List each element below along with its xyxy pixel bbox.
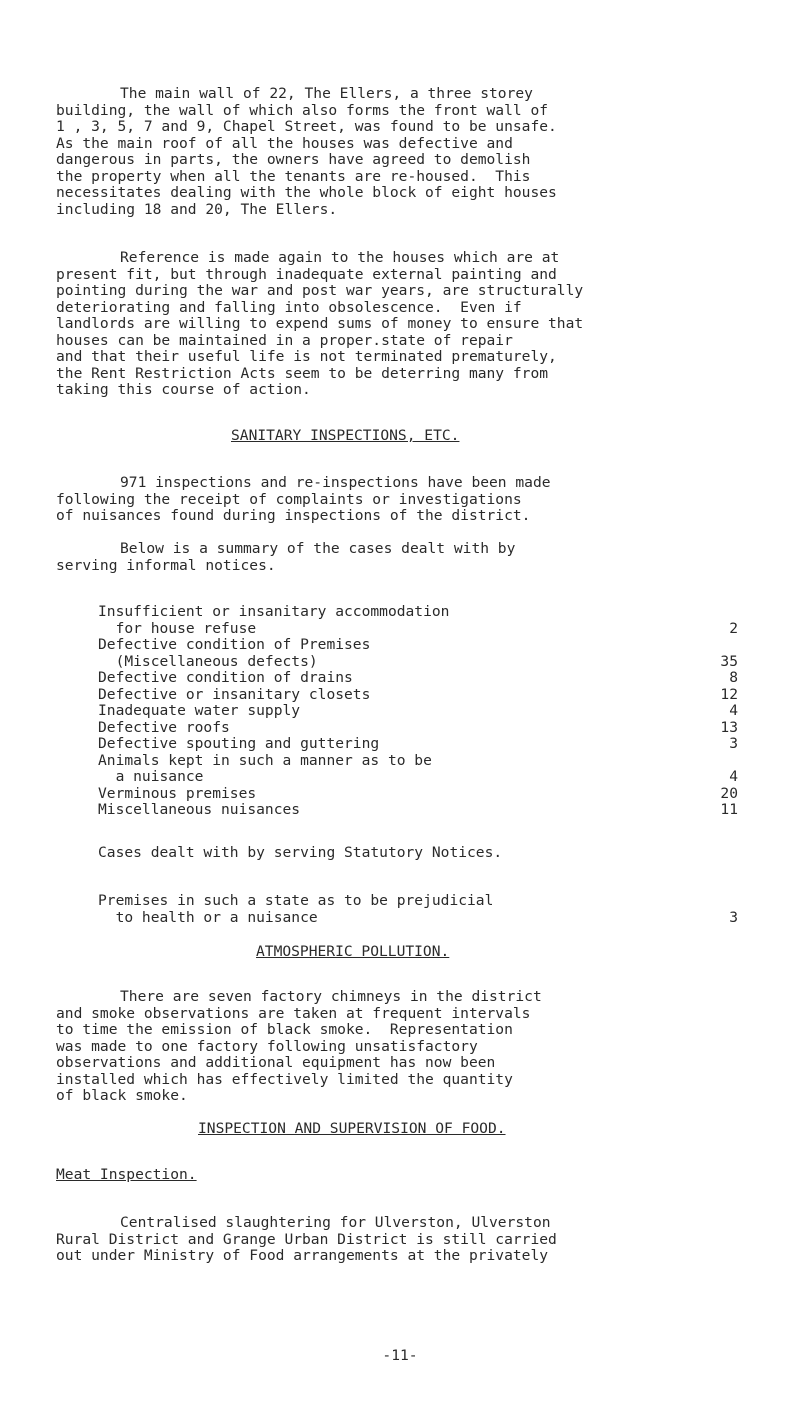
text-line: observations and additional equipment has now been — [56, 1054, 496, 1071]
item-label: for house refuse — [98, 619, 257, 637]
text-line: dangerous in parts, the owners have agreed to demolish — [56, 151, 531, 168]
item-label: Defective roofs — [98, 718, 230, 736]
text-line: following the receipt of complaints or investigations — [56, 490, 522, 508]
list-item — [98, 802, 738, 819]
item-label: Premises in such a state as to be prejudicial — [98, 892, 494, 909]
text-line: deteriorating and falling into obsolescence. Even if — [56, 298, 522, 316]
text-line: installed which has effectively limited the quantity — [56, 1070, 513, 1088]
item-count: 4 — [729, 768, 738, 785]
item-count: 20 — [720, 784, 738, 802]
list-item — [98, 720, 738, 737]
statutory-notices-heading — [98, 845, 800, 862]
text-line: landlords are willing to expend sums of money to ensure that — [56, 315, 584, 332]
list-item — [98, 736, 738, 753]
text-line: including 18 and 20, The Ellers. — [56, 200, 338, 218]
item-label: a nuisance — [98, 768, 204, 785]
item-count: 11 — [720, 801, 738, 818]
text-line: was made to one factory following unsatisfactory — [56, 1037, 478, 1055]
paragraph-meat — [56, 1215, 776, 1265]
paragraph-inspections — [56, 475, 776, 525]
list-item — [98, 621, 738, 638]
item-count: 3 — [729, 735, 738, 752]
item-label: Inadequate water supply — [98, 702, 301, 719]
page-number: -11- — [382, 1347, 418, 1364]
heading-food-inspection: INSPECTION AND SUPERVISION OF FOOD. — [198, 1120, 506, 1137]
text-line: 1 , 3, 5, 7 and 9, Chapel Street, was found to be unsafe. — [56, 118, 557, 135]
item-count: 4 — [729, 702, 738, 719]
text-line: the Rent Restriction Acts seem to be deterring many from — [56, 364, 549, 382]
heading-meat-inspection: Meat Inspection. — [56, 1166, 197, 1183]
text-line: the property when all the tenants are re-housed. This — [56, 167, 531, 185]
text-line: of black smoke. — [56, 1087, 188, 1104]
text-line: Reference is made again to the houses which are at — [120, 249, 560, 266]
item-label: Defective condition of drains — [98, 669, 353, 686]
heading-sanitary-inspections: SANITARY INSPECTIONS, ETC. — [231, 427, 460, 444]
paragraph-reference — [56, 250, 776, 399]
item-label: to health or a nuisance — [98, 908, 318, 926]
paragraph-summary-intro — [56, 541, 776, 574]
informal-notices-list — [98, 604, 738, 819]
text-line: As the main roof of all the houses was defective and — [56, 134, 513, 152]
item-count: 8 — [729, 669, 738, 686]
item-label: Verminous premises — [98, 784, 257, 802]
item-label: Defective spouting and guttering — [98, 735, 380, 752]
item-label: Insufficient or insanitary accommodation — [98, 603, 450, 620]
text-line: serving informal notices. — [56, 556, 276, 574]
text-line: to time the emission of black smoke. Representation — [56, 1021, 513, 1038]
text-line: Rural District and Grange Urban District is still carried — [56, 1230, 557, 1248]
item-label: Defective condition of Premises — [98, 636, 371, 653]
item-count: 12 — [720, 685, 738, 703]
paragraph-pollution — [56, 989, 776, 1105]
list-item — [98, 786, 738, 803]
list-item — [98, 893, 738, 910]
item-count: 2 — [729, 619, 738, 637]
text-line: Cases dealt with by serving Statutory Notices. — [98, 844, 503, 861]
text-line: taking this course of action. — [56, 381, 311, 398]
text-line: Below is a summary of the cases dealt with by — [120, 540, 516, 557]
item-count: 35 — [720, 652, 738, 670]
list-item — [98, 604, 738, 621]
text-line: The main wall of 22, The Ellers, a three storey — [120, 85, 533, 102]
item-label: (Miscellaneous defects) — [98, 652, 318, 670]
text-line: houses can be maintained in a proper.state of repair — [56, 331, 513, 349]
list-item — [98, 654, 738, 671]
text-line: necessitates dealing with the whole block of eight houses — [56, 184, 557, 201]
item-label: Defective or insanitary closets — [98, 685, 371, 703]
item-label: Animals kept in such a manner as to be — [98, 751, 432, 769]
text-line: out under Ministry of Food arrangements at the privately — [56, 1247, 549, 1264]
paragraph-ellers — [56, 86, 776, 218]
list-item — [98, 769, 738, 786]
text-line: and that their useful life is not terminated prematurely, — [56, 348, 557, 365]
item-count: 13 — [720, 718, 738, 736]
list-item — [98, 753, 738, 770]
item-count: 3 — [729, 908, 738, 926]
text-line: There are seven factory chimneys in the district — [120, 988, 542, 1005]
list-item — [98, 637, 738, 654]
text-line: of nuisances found during inspections of the district. — [56, 507, 531, 524]
list-item — [98, 670, 738, 687]
text-line: Centralised slaughtering for Ulverston, Ulverston — [120, 1214, 551, 1231]
item-label: Miscellaneous nuisances — [98, 801, 301, 818]
list-item — [98, 687, 738, 704]
text-line: pointing during the war and post war years, are structurally — [56, 282, 584, 299]
list-item — [98, 910, 738, 927]
text-line: 971 inspections and re-inspections have been made — [120, 474, 551, 491]
text-line: building, the wall of which also forms the front wall of — [56, 101, 549, 119]
text-line: and smoke observations are taken at frequent intervals — [56, 1004, 531, 1022]
statutory-notices-list — [98, 893, 738, 926]
list-item — [98, 703, 738, 720]
text-line: present fit, but through inadequate external painting and — [56, 265, 557, 283]
heading-atmospheric-pollution: ATMOSPHERIC POLLUTION. — [256, 943, 450, 960]
